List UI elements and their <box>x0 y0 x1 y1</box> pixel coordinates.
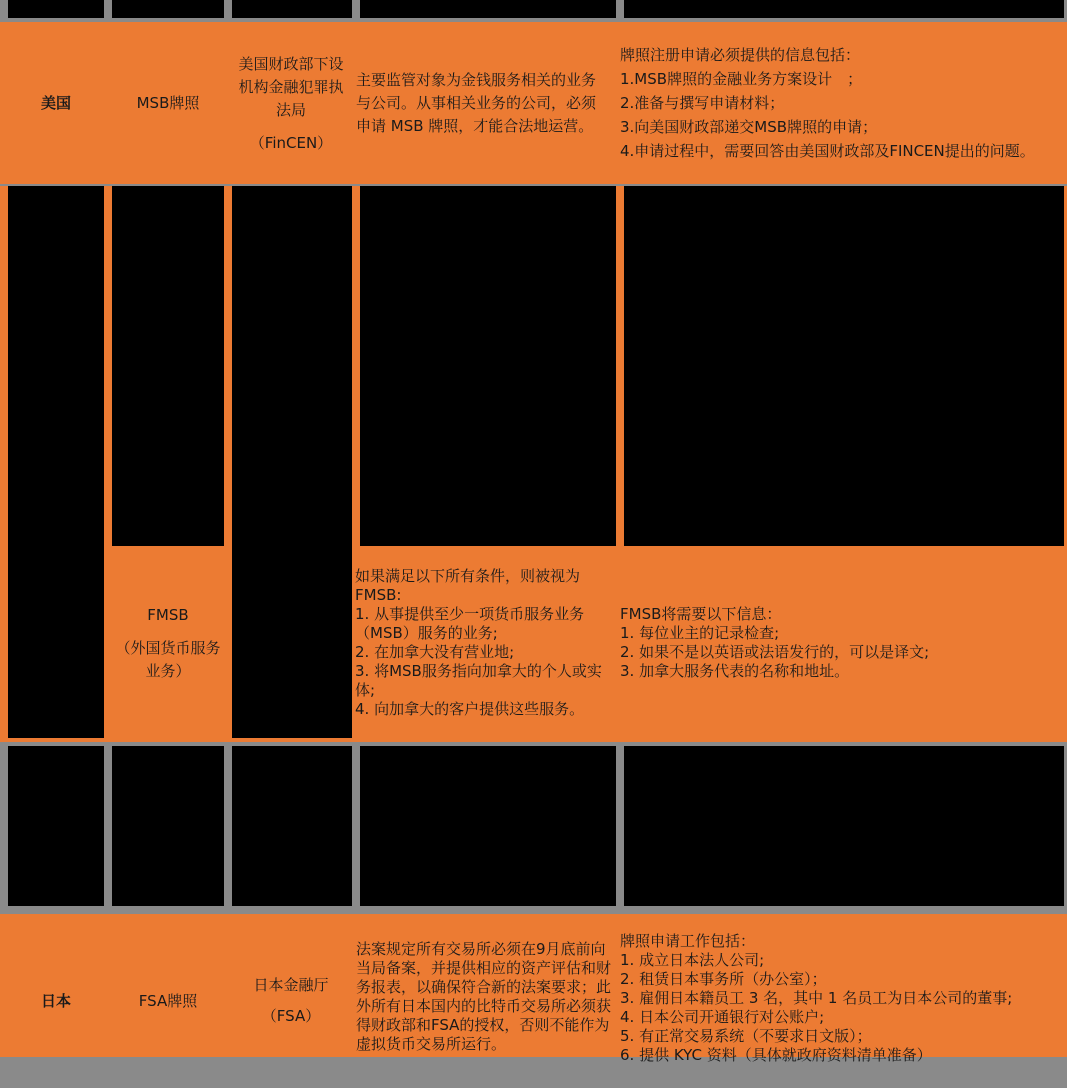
fmsb-license-cell <box>112 548 224 740</box>
fmsb-conditions-cell <box>355 548 613 738</box>
regulator-name: 美国财政部下设 机构金融犯罪执 法局 <box>238 55 344 119</box>
fmsb-info-cell <box>620 548 1067 738</box>
description-text: 法案规定所有交易所必须在9月底前向当局备案，并提供相应的资产评估和财务报表，以确保符合新的法案要求；此外所有日本国内的比特币交易所必须获得财政部和FSA的授权，否则不能作为虚拟货币交易所运行。 <box>356 940 612 1053</box>
redacted-cell <box>360 186 616 546</box>
condition-item: 1. 从事提供至少一项货币服务业务（MSB）服务的业务; <box>355 605 585 642</box>
redacted-cell <box>624 0 1064 18</box>
requirement-item: 2.准备与撰写申请材料； <box>620 94 785 112</box>
info-item: 2. 如果不是以英语或法语发行的，可以是译文; <box>620 643 930 661</box>
license-note: （外国货币服务 业务） <box>115 638 221 680</box>
description-text: 主要监管对象为金钱服务相关的业务与公司。从事相关业务的公司，必须申请 MSB 牌照，才能合法地运营。 <box>356 70 597 135</box>
redacted-cell <box>360 0 616 18</box>
requirement-item: 2. 租赁日本事务所（办公室）； <box>620 970 827 988</box>
redacted-cell <box>8 186 104 738</box>
redacted-cell <box>232 0 352 18</box>
redacted-cell <box>112 746 224 906</box>
requirement-item: 5. 有正常交易系统（不要求日文版）； <box>620 1027 872 1045</box>
usa-requirements-cell <box>620 22 1067 184</box>
regulator-abbr: （FinCEN） <box>249 134 333 152</box>
requirement-item: 3. 雇佣日本籍员工 3 名，其中 1 名员工为日本公司的董事; <box>620 989 1013 1007</box>
redacted-cell <box>624 746 1064 906</box>
redacted-cell <box>360 746 616 906</box>
requirement-item: 3.向美国财政部递交MSB牌照的申请； <box>620 118 878 136</box>
condition-item: 4. 向加拿大的客户提供这些服务。 <box>355 700 585 718</box>
redacted-cell <box>8 746 104 906</box>
condition-item: 3. 将MSB服务指向加拿大的个人或实体; <box>355 662 602 699</box>
japan-regulator-cell <box>230 914 352 1088</box>
requirement-item: 1.MSB牌照的金融业务方案设计 ； <box>620 70 863 88</box>
japan-requirements-cell <box>620 932 1067 1065</box>
usa-license-cell <box>112 22 224 184</box>
requirement-item: 4. 日本公司开通银行对公账户; <box>620 1008 825 1026</box>
redacted-cell <box>232 746 352 906</box>
country-label: 美国 <box>40 93 71 112</box>
requirement-item: 6. 提供 KYC 资料（具体就政府资料清单准备） <box>620 1046 932 1064</box>
japan-country-cell <box>0 914 112 1088</box>
redacted-cell <box>8 0 104 18</box>
info-title: FMSB将需要以下信息： <box>620 605 782 623</box>
info-item: 3. 加拿大服务代表的名称和地址。 <box>620 662 850 680</box>
license-name: FMSB <box>147 605 189 624</box>
requirement-item: 1. 成立日本法人公司; <box>620 951 765 969</box>
japan-license-cell <box>112 914 224 1088</box>
condition-item: 2. 在加拿大没有营业地; <box>355 643 515 661</box>
usa-regulator-cell <box>230 22 352 184</box>
usa-description-cell <box>356 22 614 184</box>
requirements-title: 牌照申请工作包括： <box>620 932 756 950</box>
requirement-item: 4.申请过程中，需要回答由美国财政部及FINCEN提出的问题。 <box>620 142 1035 160</box>
redacted-cell <box>624 186 1064 546</box>
country-label: 日本 <box>40 991 71 1010</box>
info-item: 1. 每位业主的记录检查; <box>620 624 780 642</box>
redacted-cell <box>112 186 224 546</box>
license-name: MSB牌照 <box>136 93 200 112</box>
conditions-title: 如果满足以下所有条件，则被视为FMSB: <box>355 567 581 604</box>
usa-country-cell <box>0 22 112 184</box>
regulator-name: 日本金融厅 <box>253 976 329 994</box>
license-name: FSA牌照 <box>138 991 198 1010</box>
redacted-cell <box>232 186 352 738</box>
requirements-title: 牌照注册申请必须提供的信息包括： <box>620 46 861 64</box>
japan-description-cell <box>356 940 614 1054</box>
regulator-abbr: （FSA） <box>261 1007 321 1025</box>
redacted-cell <box>112 0 224 18</box>
